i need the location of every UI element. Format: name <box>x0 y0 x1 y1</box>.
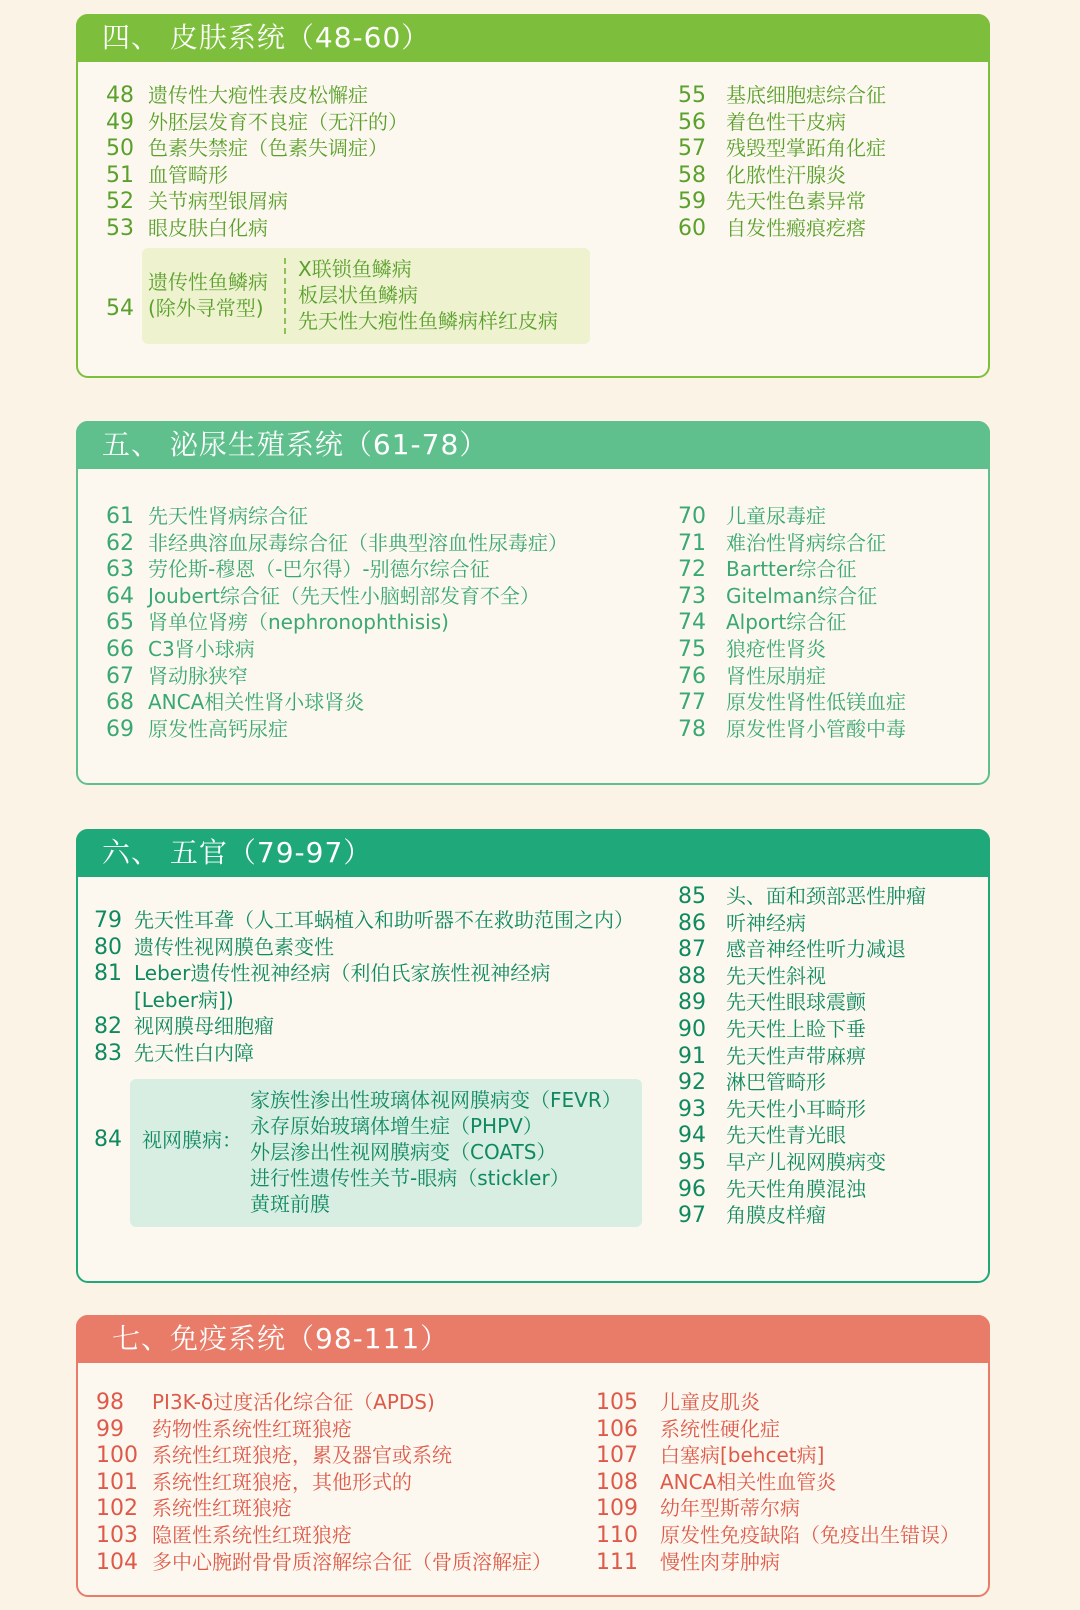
list-item: 56 着色性干皮病 <box>678 109 846 135</box>
list-item: 95 早产儿视网膜病变 <box>678 1149 886 1175</box>
list-item: 55 基底细胞痣综合征 <box>678 83 886 108</box>
list-item: 94 先天性青光眼 <box>678 1123 846 1149</box>
item-54-subtype: 板层状鱼鳞病 <box>298 283 418 307</box>
list-item: 69 原发性高钙尿症 <box>106 716 288 742</box>
item-84-subtype: 外层渗出性视网膜病变（COATS） <box>250 1140 557 1164</box>
list-item: 97 角膜皮样瘤 <box>678 1203 826 1229</box>
list-item: 48 遗传性大疱性表皮松懈症 <box>106 83 368 108</box>
list-item: 90 先天性上睑下垂 <box>678 1016 866 1042</box>
list-item: [Leber病]) <box>134 987 234 1012</box>
list-item: 59 先天性色素异常 <box>678 189 866 215</box>
list-item: 87 感音神经性听力减退 <box>678 937 906 963</box>
item-54-label: 遗传性鱼鳞病 <box>148 270 268 294</box>
item-84-label: 视网膜病： <box>142 1128 242 1152</box>
skin-right-list <box>678 82 886 242</box>
list-item: 63 劳伦斯-穆恩（-巴尔得）-别德尔综合征 <box>106 557 490 583</box>
list-item: 88 先天性斜视 <box>678 963 826 989</box>
list-item: 86 听神经病 <box>678 910 806 936</box>
list-item: 58 化脓性汗腺炎 <box>678 162 846 188</box>
list-item: 81 Leber遗传性视神经病（利伯氏家族性视神经病 <box>94 961 551 987</box>
list-item: 110 原发性免疫缺陷（免疫出生错误） <box>596 1522 960 1548</box>
list-item: 64 Joubert综合征（先天性小脑蚓部发育不全） <box>106 583 540 609</box>
list-item: 52 关节病型银屑病 <box>106 189 288 215</box>
section-immune-title: 七、免疫系统（98-111） <box>76 1315 990 1363</box>
list-item: 78 原发性肾小管酸中毒 <box>678 716 906 742</box>
section-skin <box>76 14 990 378</box>
list-item: 70 儿童尿毒症 <box>678 504 826 529</box>
section-senses <box>76 829 990 1283</box>
list-item: 71 难治性肾病综合征 <box>678 530 886 556</box>
immune-right-list <box>596 1389 960 1575</box>
list-item: 111 慢性肉芽肿病 <box>596 1549 780 1575</box>
urinary-right-list <box>678 503 906 742</box>
item-54-box <box>142 248 590 344</box>
senses-left-list <box>94 907 634 1067</box>
list-item: 92 淋巴管畸形 <box>678 1070 826 1096</box>
list-item: 50 色素失禁症（色素失调症） <box>106 136 388 162</box>
list-item: 82 视网膜母细胞瘤 <box>94 1014 274 1040</box>
list-item: 66 C3肾小球病 <box>106 636 255 662</box>
list-item: 96 先天性角膜混浊 <box>678 1176 866 1202</box>
divider <box>284 258 286 334</box>
list-item: 108 ANCA相关性血管炎 <box>596 1469 837 1495</box>
section-immune <box>76 1315 990 1597</box>
list-item: 98 PI3K-δ过度活化综合征（APDS) <box>96 1390 435 1415</box>
list-item: 51 血管畸形 <box>106 162 228 188</box>
list-item: 102 系统性红斑狼疮 <box>96 1496 292 1522</box>
list-item: 65 肾单位肾痨（nephronophthisis) <box>106 610 449 636</box>
urinary-left-list <box>106 503 568 742</box>
list-item: 93 先天性小耳畸形 <box>678 1096 866 1122</box>
list-item: 76 肾性尿崩症 <box>678 663 826 689</box>
skin-left-list <box>106 82 408 242</box>
list-item: 99 药物性系统性红斑狼疮 <box>96 1416 352 1442</box>
item-54-label-note: (除外寻常型) <box>148 296 264 320</box>
item-54-subtype: X联锁鱼鳞病 <box>298 257 412 281</box>
list-item: 85 头、面和颈部恶性肿瘤 <box>678 884 926 909</box>
immune-left-list <box>96 1389 552 1575</box>
list-item: 83 先天性白内障 <box>94 1040 254 1066</box>
section-urinary <box>76 421 990 785</box>
list-item: 101 系统性红斑狼疮，其他形式的 <box>96 1469 412 1495</box>
section-urinary-title: 五、 泌尿生殖系统（61-78） <box>76 421 990 469</box>
list-item: 109 幼年型斯蒂尔病 <box>596 1496 800 1522</box>
item-84-subtype: 进行性遗传性关节-眼病（stickler） <box>250 1166 570 1190</box>
list-item: 80 遗传性视网膜色素变性 <box>94 934 334 960</box>
list-item: 62 非经典溶血尿毒综合征（非典型溶血性尿毒症） <box>106 530 568 556</box>
list-item: 103 隐匿性系统性红斑狼疮 <box>96 1522 352 1548</box>
list-item: 57 残毁型掌跖角化症 <box>678 136 886 162</box>
list-item: 104 多中心腕跗骨骨质溶解综合征（骨质溶解症） <box>96 1549 552 1575</box>
list-item: 91 先天性声带麻痹 <box>678 1043 866 1069</box>
list-item: 79 先天性耳聋（人工耳蜗植入和助听器不在救助范围之内） <box>94 908 634 933</box>
list-item: 68 ANCA相关性肾小球肾炎 <box>106 690 365 716</box>
item-84-subtype: 家族性渗出性玻璃体视网膜病变（FEVR） <box>250 1088 622 1112</box>
list-item: 107 白塞病[behcet病] <box>596 1443 825 1469</box>
list-item: 74 Alport综合征 <box>678 610 847 636</box>
list-item: 73 Gitelman综合征 <box>678 583 878 609</box>
item-84-subtype: 永存原始玻璃体增生症（PHPV） <box>250 1114 543 1138</box>
item-54-subtype: 先天性大疱性鱼鳞病样红皮病 <box>298 309 558 333</box>
item-54-number: 54 <box>106 296 134 321</box>
item-84-subtype: 黄斑前膜 <box>250 1192 330 1216</box>
list-item: 67 肾动脉狭窄 <box>106 663 248 689</box>
list-item: 89 先天性眼球震颤 <box>678 990 866 1016</box>
list-item: 49 外胚层发育不良症（无汗的） <box>106 109 408 135</box>
list-item: 53 眼皮肤白化病 <box>106 215 268 241</box>
item-84-number: 84 <box>94 1127 122 1152</box>
list-item: 72 Bartter综合征 <box>678 557 857 583</box>
section-skin-title: 四、 皮肤系统（48-60） <box>76 14 990 62</box>
list-item: 60 自发性瘢痕疙瘩 <box>678 215 866 241</box>
list-item: 77 原发性肾性低镁血症 <box>678 690 906 716</box>
list-item: 105 儿童皮肌炎 <box>596 1390 760 1415</box>
list-item: 106 系统性硬化症 <box>596 1416 780 1442</box>
senses-right-list <box>678 883 926 1229</box>
item-84-box <box>130 1079 642 1227</box>
section-senses-title: 六、 五官（79-97） <box>76 829 990 877</box>
list-item: 100 系统性红斑狼疮，累及器官或系统 <box>96 1443 452 1469</box>
list-item: 61 先天性肾病综合征 <box>106 504 308 529</box>
list-item: 75 狼疮性肾炎 <box>678 636 826 662</box>
